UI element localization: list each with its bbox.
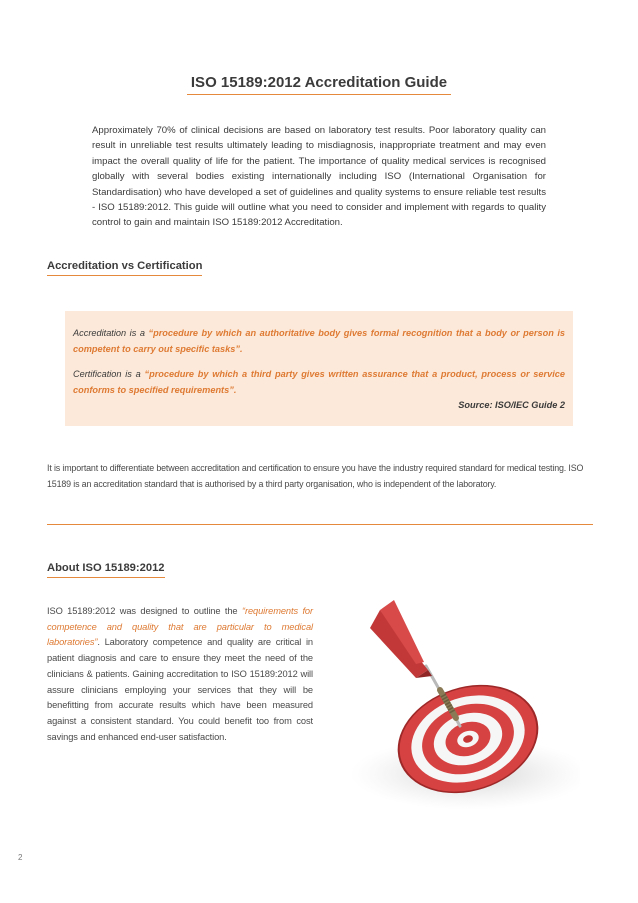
dart <box>370 600 460 726</box>
about-highlight: “requirements for competence and quality that are particular to medical laboratories” <box>47 606 313 648</box>
page-title-wrap <box>0 74 638 95</box>
accreditation-definition <box>73 326 565 357</box>
accreditation-connector: is a <box>126 328 149 338</box>
certification-definition <box>73 367 565 398</box>
certification-connector: is a <box>121 369 145 379</box>
about-paragraph <box>47 604 313 745</box>
section-heading-accreditation: Accreditation vs Certification <box>47 260 202 276</box>
accreditation-term: Accreditation <box>73 328 127 338</box>
page-number: 2 <box>18 853 23 862</box>
definition-box <box>65 311 573 426</box>
about-text-before: ISO 15189:2012 was designed to outline the <box>47 606 242 616</box>
source-citation: Source: ISO/IEC Guide 2 <box>458 400 565 410</box>
about-text-after: . Laboratory competence and quality are critical in patient diagnosis and care to ensure they meet the need of the clinicians & patients. Gaining accreditation to ISO 15189:2012 will assure clinicians employing your services that they will be benefitting from accurate results which have been measured against a consistent standard. You could benefit too from cost savings and enhanced end-user satisfaction. <box>47 637 313 742</box>
section-divider <box>47 524 593 525</box>
certification-quote: “procedure by which a third party gives written assurance that a product, process or service conforms to specified requirements”. <box>73 369 565 395</box>
intro-paragraph: Approximately 70% of clinical decisions are based on laboratory test results. Poor laboratory quality can result in unreliable test results ultimately leading to misdiagnosis, inappropriate treatment and may even impact the overall quality of life for the patient. The importance of quality medical services is recognised globally with several bodies existing internationally including ISO (International Organisation for Standardisation) who have developed a set of guidelines and quality systems to ensure reliable test results - ISO 15189:2012. This guide will outline what you need to consider and implement with regards to quality control to gain and maintain ISO 15189:2012 Accreditation. <box>92 125 546 229</box>
section-heading-about: About ISO 15189:2012 <box>47 562 165 578</box>
accreditation-quote: “procedure by which an authoritative body gives formal recognition that a body or person is competent to carry out specific tasks”. <box>73 328 565 354</box>
differentiation-paragraph: It is important to differentiate between accreditation and certification to ensure you have the industry required standard for medical testing. ISO 15189 is an accreditation standard that is authorised by a third party organisation, who is independent of the laboratory. <box>47 463 584 489</box>
page-title: ISO 15189:2012 Accreditation Guide <box>187 74 451 95</box>
certification-term: Certification <box>73 369 122 379</box>
dartboard-bullseye-icon <box>320 596 580 816</box>
